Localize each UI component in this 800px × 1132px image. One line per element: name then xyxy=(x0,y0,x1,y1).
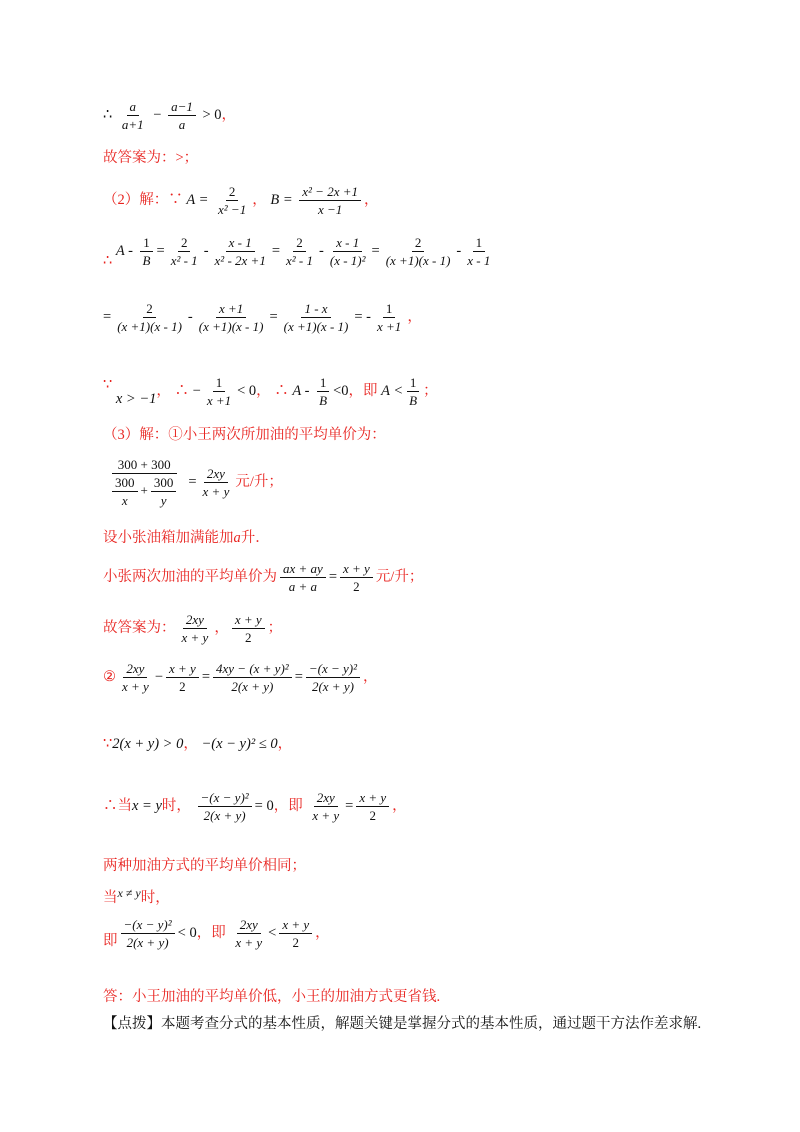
part2-derivation-row-2: = $\frac{2}{(x +1)(x - 1)}$ - $\frac{x +1}{(x +1)(x - 1)}$ = $\frac{1 - x}{(x +1)(x - 1)}$ = - $\frac{1}{x +1}$ ， xyxy=(103,301,422,334)
therefore-symbol: ∴ xyxy=(103,106,113,123)
unequal-conclusion-line: 即 $\frac{\text{−(x − y)²}}{2(x + y)}$ < 0，即 $\frac{2xy}{x + y}$ < $\frac{x + y}{2}$ ， xyxy=(103,917,330,950)
sign-analysis-line: ∵2(x + y) > 0， −(x − y)² ≤ 0， xyxy=(103,736,293,752)
fraction: $\frac{x +1}{(x +1)(x - 1)}$ xyxy=(198,301,264,334)
fraction: $\frac{2xy}{x + y}$ xyxy=(181,612,209,645)
fraction: $\frac{2xy}{x + y}$ xyxy=(122,661,149,694)
fraction: $\frac{x - 1}{\text{(x - 1)²}}$ xyxy=(329,235,366,268)
fraction: $\frac{1}{B}$ xyxy=(406,376,420,407)
set-variable-line: 设小张油箱加满能加a升． xyxy=(103,530,270,546)
answer-1: 故答案为：>； xyxy=(103,150,199,166)
fraction: $\frac{\text{−(x − y)²}}{2(x + y)}$ xyxy=(306,662,360,693)
difference-line: ② $\frac{2xy}{x + y}$ − $\frac{x + y}{2}$ = $\frac{\text{4xy − (x + y)²}}{2(x + y)}$ = $\frac{\text{−(x − y)²}}{2(x + y)}$ ， xyxy=(103,661,378,694)
tip-text: 本题考查分式的基本性质，解题关键是掌握分式的基本性质，通过题干方法作差求解. xyxy=(161,1016,702,1032)
fraction: $\frac{\text{−(x − y)²}}{2(x + y)}$ xyxy=(121,918,175,949)
fraction: $\frac{a}{a+1}$ xyxy=(121,99,144,132)
fraction: $\frac{\text{x² − 2x +1}}{x -1}$ xyxy=(299,185,361,216)
fraction: $\frac{1}{B}$ xyxy=(316,376,330,407)
unequal-case-line: 当$^{x \ne y}$时， xyxy=(103,886,170,906)
fraction: $\frac{1}{x - 1}$ xyxy=(467,235,491,268)
fraction: $\frac{x + y}{2}$ xyxy=(279,918,312,949)
fraction: $\frac{\text{4xy − (x + y)²}}{2(x + y)}$ xyxy=(213,662,292,693)
part2-derivation-row-1: ∴ A - $\frac{1}{B}$ = $\frac{2}{\text{x² - 1}}$ - $\frac{x - 1}{\text{x² - 2x +1}}$ = $\frac{2}{\text{x² - 1}}$ - $\frac{x - 1}{\text{(x - 1)²}}$ = $\frac{2}{(x +1)(x - 1)}$ - $\frac{1}{x - 1}$ xyxy=(103,236,760,267)
fraction: $\frac{a-1}{a}$ xyxy=(168,100,196,131)
fraction: $\frac{2}{\text{x² −1}}$ xyxy=(218,184,247,217)
fraction: $\frac{1}{B}$ xyxy=(140,236,154,267)
fraction: $\frac{1}{x +1}$ xyxy=(377,301,402,334)
fraction: $\frac{x + y}{2}$ xyxy=(232,613,265,644)
part2-definition-line: （2）解：∵ A = $\frac{2}{\text{x² −1}}$ ， B = $\frac{\text{x² − 2x +1}}{x -1}$ ， xyxy=(103,184,379,217)
fraction: $\frac{2xy}{x + y}$ xyxy=(202,466,230,499)
compound-fraction: 300 + 300 $\frac{300}{x}$ + $\frac{300}{y}$ xyxy=(103,458,185,507)
fraction: $\frac{2xy}{x + y}$ xyxy=(235,917,263,950)
fraction: $\frac{1}{x +1}$ xyxy=(206,375,232,408)
fraction: $\frac{2}{(x +1)(x - 1)}$ xyxy=(117,301,182,334)
fraction: $\frac{x + y}{2}$ xyxy=(340,562,373,593)
fraction: $\frac{1 - x}{(x +1)(x - 1)}$ xyxy=(283,301,349,334)
fraction: $\frac{2}{(x +1)(x - 1)}$ xyxy=(385,235,451,268)
tip-label: 【点拨】 xyxy=(103,1016,161,1032)
final-answer: 答：小王加油的平均单价低，小王的加油方式更省钱. xyxy=(103,989,441,1005)
fraction: $\frac{300}{x}$ xyxy=(112,476,138,507)
equal-case-line: ∴当x = y时， $\frac{\text{−(x − y)²}}{2(x + y)}$ = 0，即 $\frac{2xy}{x + y}$ = $\frac{x + y}{2}$ ， xyxy=(103,790,407,823)
fraction: $\frac{2xy}{x + y}$ xyxy=(312,790,340,823)
fraction: $\frac{x + y}{2}$ xyxy=(356,791,389,822)
answer-3-line: 故答案为： $\frac{2xy}{x + y}$ ， $\frac{x + y}{2}$ ； xyxy=(103,612,283,645)
part3-label: （3）解：①小王两次所加油的平均单价为： xyxy=(103,427,386,443)
same-price-line: 两种加油方式的平均单价相同； xyxy=(103,858,306,874)
fraction: $\frac{2}{\text{x² - 1}}$ xyxy=(170,235,198,268)
part2-conclusion-line: ∵ x > −1， ∴ − $\frac{1}{x +1}$ < 0， ∴ A - $\frac{1}{B}$ <0，即 A < $\frac{1}{B}$ ； xyxy=(103,375,438,408)
conclusion-line-1: ∴ $\frac{a}{a+1}$ − $\frac{a-1}{a}$ > 0， xyxy=(103,99,237,132)
xiaozhang-average-line: 小张两次加油的平均单价为 $\frac{ax + ay}{a + a}$ = $\frac{x + y}{2}$ 元/升； xyxy=(103,561,424,594)
fraction: $\frac{\text{−(x − y)²}}{2(x + y)}$ xyxy=(198,791,252,822)
fraction: $\frac{300}{y}$ xyxy=(151,476,177,507)
fraction: $\frac{x - 1}{\text{x² - 2x +1}}$ xyxy=(214,235,266,268)
fraction: $\frac{2}{\text{x² - 1}}$ xyxy=(286,235,314,268)
fraction: $\frac{x + y}{2}$ xyxy=(166,662,199,693)
tip-line xyxy=(103,1017,760,1032)
fraction: $\frac{ax + ay}{a + a}$ xyxy=(280,562,326,593)
part3-xiaowang-average: 300 + 300 $\frac{300}{x}$ + $\frac{300}{y}$ = $\frac{2xy}{x + y}$ 元/升； xyxy=(103,458,760,507)
